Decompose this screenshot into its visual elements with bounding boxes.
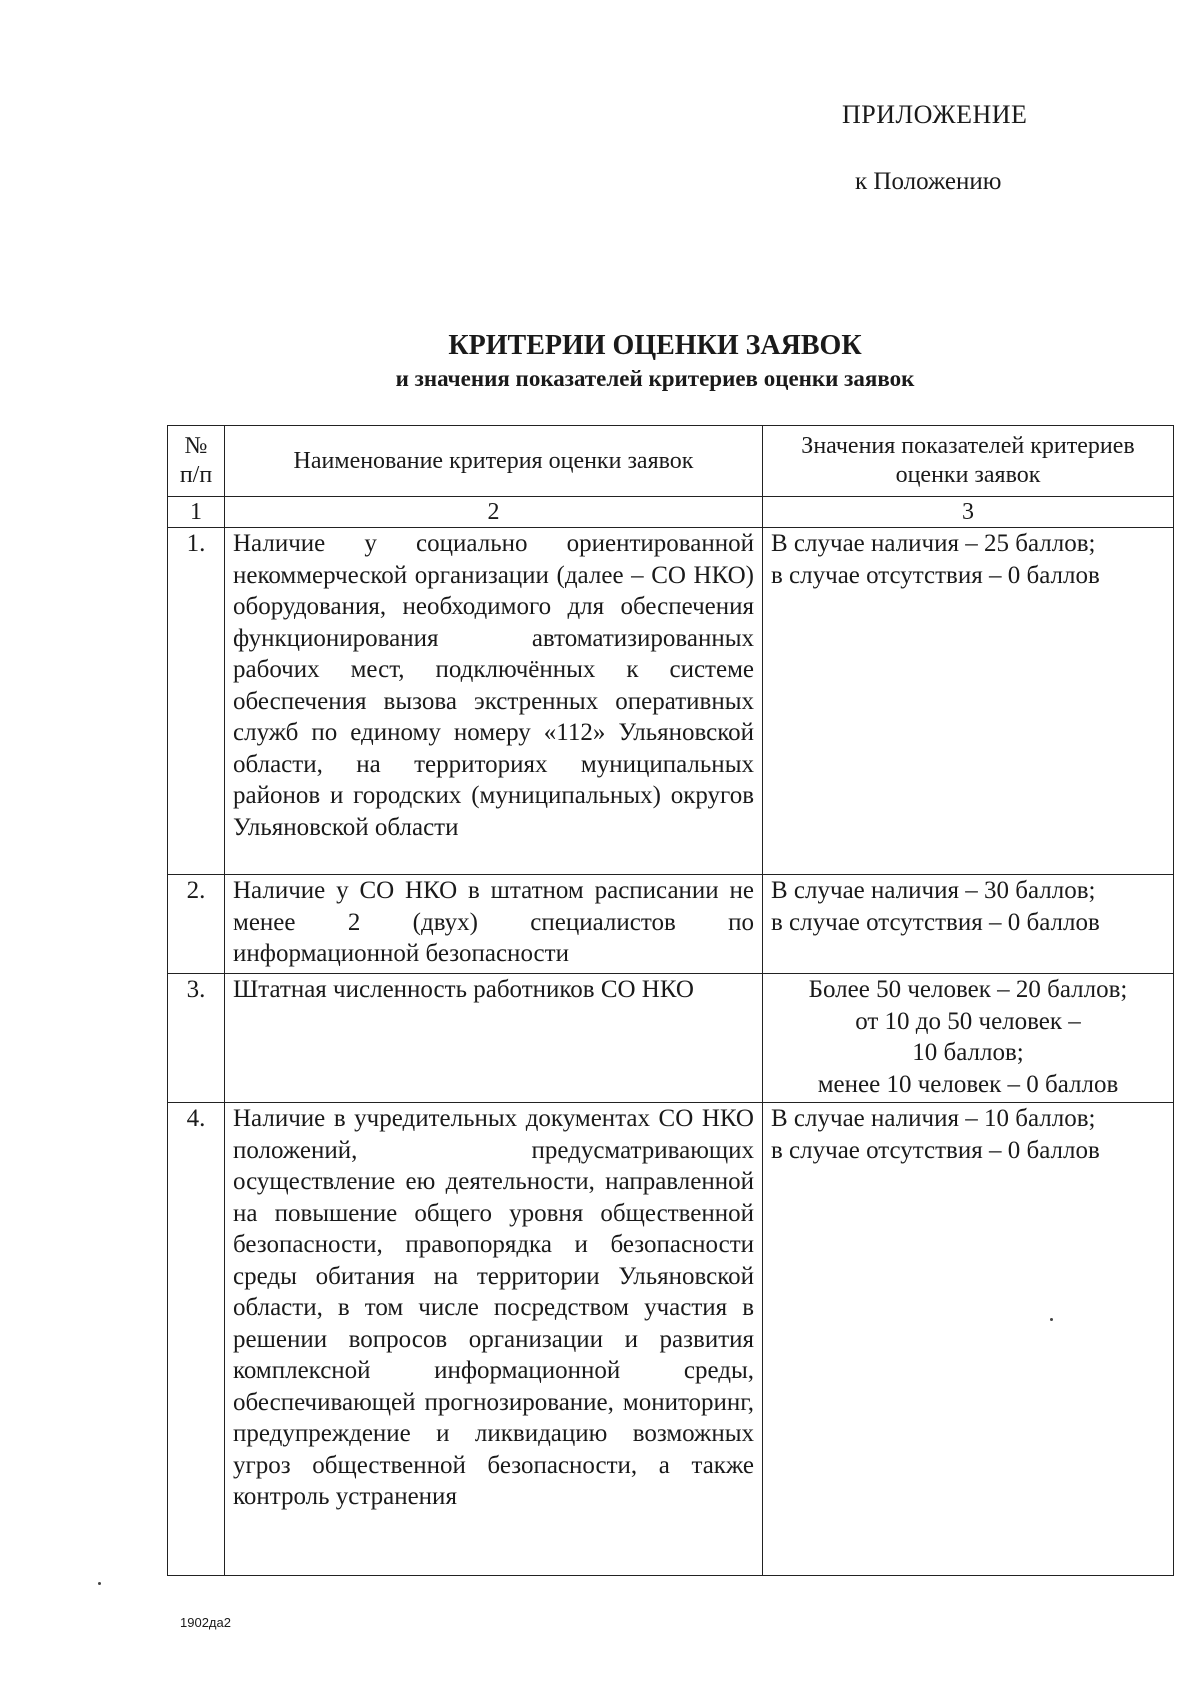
column-number-row	[168, 497, 1174, 528]
criterion-value	[763, 528, 1174, 875]
scan-speck	[98, 1582, 101, 1585]
criterion-value	[763, 1103, 1174, 1576]
criterion-text: Штатная численность работников СО НКО	[225, 974, 763, 1103]
value-line: в случае отсутствия – 0 баллов	[771, 1136, 1100, 1164]
value-line: менее 10 человек – 0 баллов	[817, 1070, 1119, 1098]
row-number: 3.	[168, 974, 225, 1103]
row-number: 1.	[168, 528, 225, 875]
criterion-text	[225, 1103, 763, 1576]
value-line: В случае наличия – 25 баллов;	[771, 530, 1096, 557]
criterion-value	[763, 974, 1174, 1103]
criterion-text-content: Наличие в учредительных документах СО НКО положений, предусматривающих осуществление ею деятельности, направленной на повышение общего уровня общественной безопасности, правопорядка и безопасности среды обитания на территории Ульяновской области, в том числе посредством участия в решении вопросов организации и развития комплексной информационной среды, обеспечивающей прогнозирование, мониторинг, предупреждение и ликвидацию возможных угроз общественной безопасности, а также контроль устранения	[233, 1105, 754, 1510]
document-code: 1902да2	[180, 1615, 231, 1630]
column-header-number: № п/п	[168, 426, 225, 497]
table-row	[168, 875, 1174, 974]
column-number: 2	[225, 497, 763, 528]
value-line: от 10 до 50 человек –	[855, 1007, 1081, 1035]
value-line: Более 50 человек – 20 баллов;	[808, 976, 1128, 1003]
value-line: 10 баллов;	[912, 1039, 1024, 1066]
value-line: В случае наличия – 10 баллов;	[771, 1105, 1096, 1132]
criterion-text: Наличие у социально ориентированной некоммерческой организации (далее – СО НКО) оборудования, необходимого для обеспечения функционирования автоматизированных рабочих мест, подключённых к системе обеспечения вызова экстренных оперативных служб по единому номеру «112» Ульяновской области, на территориях муниципальных районов и городских (муниципальных) округов Ульяновской области	[225, 528, 763, 875]
row-number: 4.	[168, 1103, 225, 1576]
table-row	[168, 974, 1174, 1103]
document-title: КРИТЕРИИ ОЦЕНКИ ЗАЯВОК	[448, 330, 862, 361]
column-number: 1	[168, 497, 225, 528]
column-header-criterion: Наименование критерия оценки заявок	[225, 426, 763, 497]
column-header-value: Значения показателей критериев оценки заявок	[763, 426, 1174, 497]
value-line: В случае наличия – 30 баллов;	[771, 877, 1096, 904]
appendix-reference: к Положению	[855, 168, 1002, 195]
document-subtitle: и значения показателей критериев оценки заявок	[395, 366, 915, 391]
table-header-row	[168, 426, 1174, 497]
appendix-heading: ПРИЛОЖЕНИЕ	[842, 100, 1028, 129]
table-row	[168, 528, 1174, 875]
table-row	[168, 1103, 1174, 1576]
criterion-text: Наличие у СО НКО в штатном расписании не менее 2 (двух) специалистов по информационной безопасности	[225, 875, 763, 974]
column-number: 3	[763, 497, 1174, 528]
value-line: в случае отсутствия – 0 баллов	[771, 561, 1100, 589]
row-number: 2.	[168, 875, 225, 974]
criteria-table	[167, 425, 1174, 1576]
criterion-value	[763, 875, 1174, 974]
scan-speck	[1050, 1318, 1053, 1321]
value-line: в случае отсутствия – 0 баллов	[771, 908, 1100, 936]
